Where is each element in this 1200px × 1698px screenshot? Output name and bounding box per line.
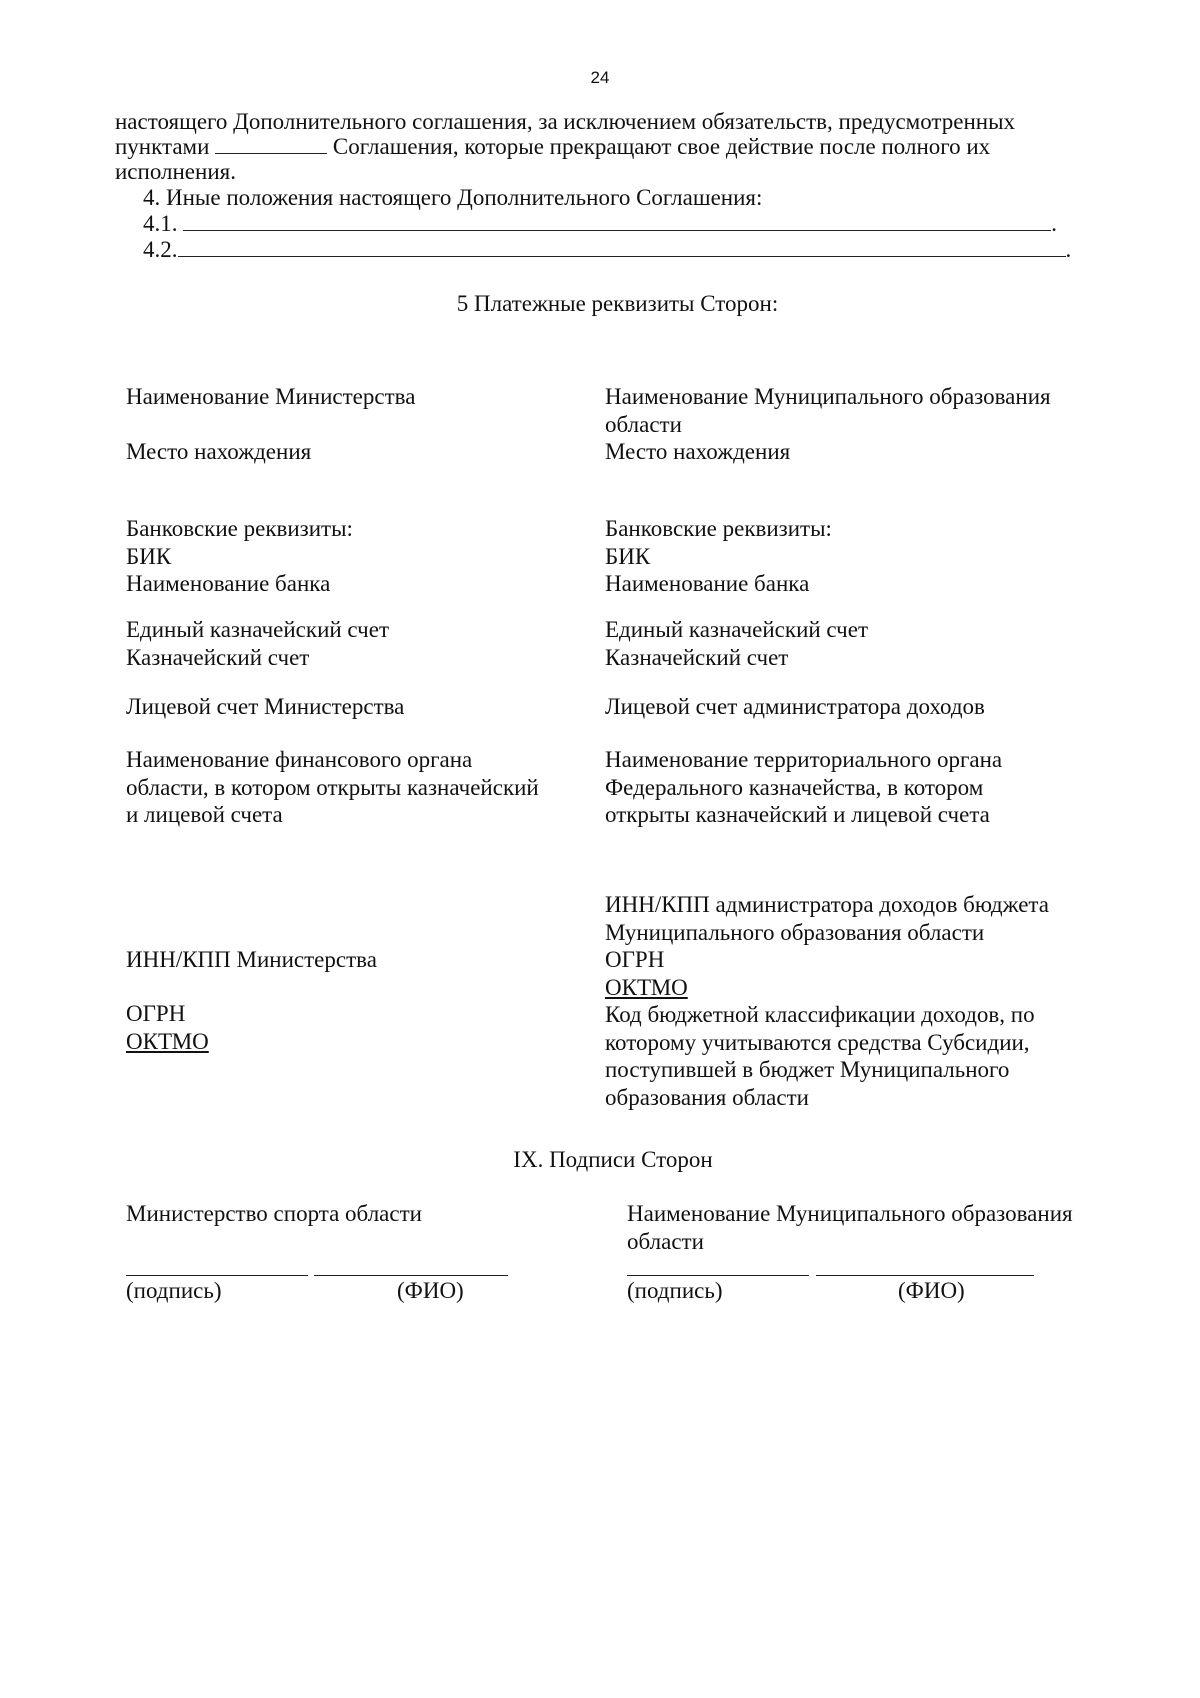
right-inn-kpp-line-2: Муниципального образования области xyxy=(605,919,985,945)
right-treasury-body-line-2: Федерального казначейства, в котором xyxy=(605,774,984,800)
clause-4-1-label: 4.1. xyxy=(143,211,178,236)
right-bank-details: Банковские реквизиты: xyxy=(605,516,832,541)
clause-4-2-end: . xyxy=(1065,237,1072,262)
left-fin-body-line-3: и лицевой счета xyxy=(126,802,283,827)
left-party-requisites xyxy=(126,383,415,411)
left-fin-body-block xyxy=(126,746,539,829)
right-fio-caption: (ФИО) xyxy=(898,1278,965,1303)
right-signature-party-line-2: области xyxy=(627,1228,704,1254)
section-5-title: 5 Платежные реквизиты Сторон: xyxy=(456,291,779,316)
clause-4-2 xyxy=(143,236,1071,263)
left-signature-line[interactable] xyxy=(126,1275,308,1276)
right-bik: БИК xyxy=(605,543,651,569)
left-bank-name: Наименование банка xyxy=(126,571,331,596)
left-personal-account: Лицевой счет Министерства xyxy=(126,694,405,719)
right-signature-party-line-1: Наименование Муниципального образования xyxy=(627,1201,1073,1226)
left-location: Место нахождения xyxy=(126,439,312,464)
right-signature-line[interactable] xyxy=(627,1275,809,1276)
intro-line-3: исполнения. xyxy=(115,159,236,184)
left-oktmo: ОКТМО xyxy=(126,1028,209,1054)
right-treasury-body-block xyxy=(605,746,1002,829)
clause-4-heading: 4. Иные положения настоящего Дополнительного Соглашения: xyxy=(143,185,763,210)
right-single-treasury-account: Единый казначейский счет xyxy=(605,617,869,642)
right-inn-kpp-line-1: ИНН/КПП администратора доходов бюджета xyxy=(605,892,1049,917)
left-signature-party: Министерство спорта области xyxy=(126,1201,422,1226)
right-signature-party-block xyxy=(627,1200,1073,1255)
intro-line-2-suffix: Соглашения, которые прекращают свое действие после полного их xyxy=(332,134,991,159)
right-kbk-line-1: Код бюджетной классификации доходов, по xyxy=(605,1002,1035,1027)
left-fin-body-line-1: Наименование финансового органа xyxy=(126,747,473,772)
right-kbk-line-4: образования области xyxy=(605,1084,809,1110)
intro-line-2 xyxy=(115,133,990,160)
clause-4-1-end: . xyxy=(1051,211,1057,236)
left-single-treasury-account: Единый казначейский счет xyxy=(126,617,390,642)
clause-4-1 xyxy=(143,210,1057,237)
right-party-requisites xyxy=(605,383,1051,466)
left-inn-block xyxy=(126,946,377,974)
left-ogrn: ОГРН xyxy=(126,1001,186,1026)
right-ogrn: ОГРН xyxy=(605,947,665,972)
right-treasury-account: Казначейский счет xyxy=(605,644,789,670)
left-signature-party-block xyxy=(126,1200,422,1228)
right-kbk-line-2: которому учитываются средства Субсидии, xyxy=(605,1029,1030,1055)
section-9-title: IX. Подписи Сторон xyxy=(513,1147,713,1172)
right-kbk-line-3: поступившей в бюджет Муниципального xyxy=(605,1057,1010,1082)
right-bank-name: Наименование банка xyxy=(605,571,810,596)
right-treasury-body-line-1: Наименование территориального органа xyxy=(605,747,1003,772)
right-bank-block xyxy=(605,515,832,598)
right-accounts-block xyxy=(605,616,868,671)
left-fio-line[interactable] xyxy=(314,1275,508,1276)
intro-line-1: настоящего Дополнительного соглашения, за исключением обязательств, предусмотренных xyxy=(115,109,1016,134)
left-signature-caption: (подпись) xyxy=(126,1278,222,1303)
left-fio-caption: (ФИО) xyxy=(397,1278,464,1303)
right-treasury-body-line-3: открыты казначейский и лицевой счета xyxy=(605,802,990,827)
left-bank-details: Банковские реквизиты: xyxy=(126,516,353,541)
left-bik: БИК xyxy=(126,543,172,569)
right-fio-line[interactable] xyxy=(816,1275,1034,1276)
right-personal-account: Лицевой счет администратора доходов xyxy=(605,694,985,719)
intro-line-2-prefix: пунктами xyxy=(115,134,210,159)
blank-items-field[interactable] xyxy=(215,133,327,154)
left-personal-account-block xyxy=(126,693,404,721)
left-accounts-block xyxy=(126,616,389,671)
left-fin-body-line-2: области, в котором открыты казначейский xyxy=(126,774,539,800)
right-name-line-1: Наименование Муниципального образования xyxy=(605,384,1051,409)
left-location-block xyxy=(126,438,311,466)
page-number: 24 xyxy=(590,68,610,87)
left-ministry-name: Наименование Министерства xyxy=(126,384,416,409)
clause-4-1-blank-field[interactable] xyxy=(183,210,1051,231)
right-oktmo: ОКТМО xyxy=(605,974,688,1000)
right-location: Место нахождения xyxy=(605,439,791,464)
clause-4-2-label: 4.2. xyxy=(143,237,178,262)
right-personal-account-block xyxy=(605,693,985,721)
right-name-line-2: области xyxy=(605,411,682,437)
left-inn-kpp: ИНН/КПП Министерства xyxy=(126,947,377,972)
right-signature-caption: (подпись) xyxy=(627,1278,723,1303)
clause-4-2-blank-field[interactable] xyxy=(178,236,1066,257)
left-treasury-account: Казначейский счет xyxy=(126,644,310,670)
right-inn-block xyxy=(605,891,1049,1111)
left-bank-block xyxy=(126,515,353,598)
left-ogrn-block xyxy=(126,1000,209,1055)
